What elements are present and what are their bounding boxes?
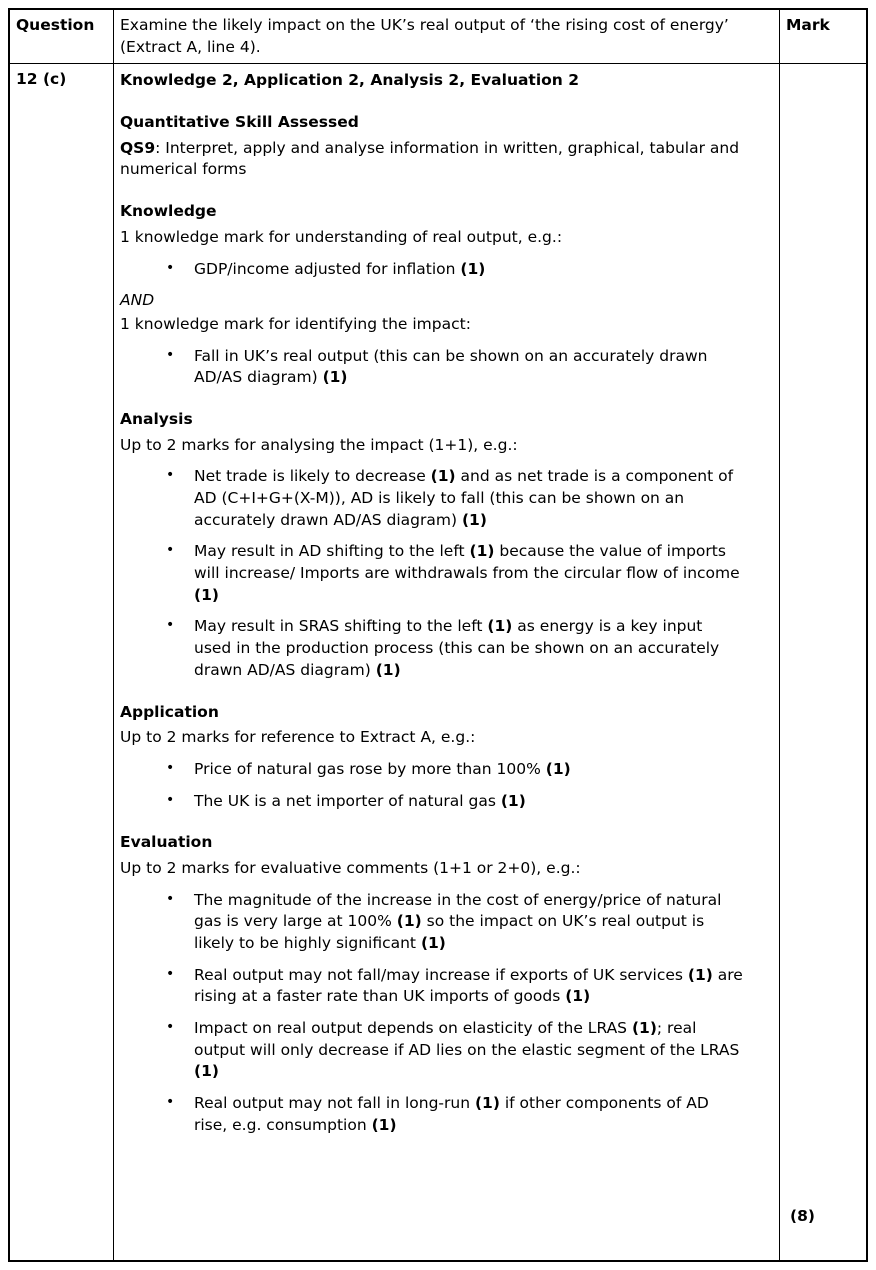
bullet-item — [120, 1018, 753, 1083]
section-heading: Evaluation — [120, 833, 213, 852]
question-number: 12 (c) — [10, 64, 114, 1260]
bullet-item — [120, 346, 753, 389]
bullet-text: May result in SRAS shifting to the left (1) as energy is a key input used in the production process (this can be shown on an accurately drawn AD/AS diagram) (1) — [194, 617, 720, 679]
mark-scheme-table — [8, 8, 868, 1262]
bullet-icon: • — [166, 259, 175, 276]
marks-summary: Knowledge 2, Application 2, Analysis 2, Evaluation 2 — [120, 71, 580, 90]
bullet-item — [120, 791, 753, 813]
bullet-text: Price of natural gas rose by more than 100% (1) — [194, 759, 571, 778]
bullet-text: GDP/income adjusted for inflation (1) — [194, 259, 486, 278]
bullet-icon: • — [166, 965, 175, 982]
bullet-text: The UK is a net importer of natural gas (1) — [194, 791, 526, 810]
bullet-icon: • — [166, 759, 175, 776]
section-heading: Knowledge — [120, 202, 217, 221]
section-heading: Application — [120, 702, 219, 721]
bullet-item — [120, 759, 753, 781]
paragraph: QS9: Interpret, apply and analyse information in written, graphical, tabular and numerical forms — [120, 138, 740, 179]
question-column-header: Question — [10, 10, 114, 64]
bullet-item — [120, 541, 753, 606]
bullet-text: Impact on real output depends on elasticity of the LRAS (1); real output will only decrease if AD lies on the elastic segment of the LRAS (1) — [194, 1019, 740, 1081]
paragraph: Up to 2 marks for analysing the impact (1+1), e.g.: — [120, 435, 518, 454]
bullet-text: Net trade is likely to decrease (1) and as net trade is a component of AD (C+I+G+(X-M)), AD is likely to fall (this can be shown on an accurately drawn AD/AS diagram) (1) — [194, 467, 734, 529]
paragraph: Up to 2 marks for reference to Extract A, e.g.: — [120, 728, 476, 747]
bullet-icon: • — [166, 617, 175, 634]
bullet-item — [120, 466, 753, 531]
bullet-item — [120, 965, 753, 1008]
bullet-item — [120, 1093, 753, 1136]
mark-column-header: Mark — [780, 10, 866, 64]
bullet-icon: • — [166, 467, 175, 484]
bullet-icon: • — [166, 890, 175, 907]
bullet-icon: • — [166, 1019, 175, 1036]
bullet-icon: • — [166, 1094, 175, 1111]
paragraph: 1 knowledge mark for identifying the impact: — [120, 314, 471, 333]
bullet-icon: • — [166, 542, 175, 559]
bullet-text: May result in AD shifting to the left (1) because the value of imports will increase/ Imports are withdrawals from the circular flow of income (1) — [194, 542, 740, 604]
bullet-item — [120, 616, 753, 681]
question-text: Examine the likely impact on the UK’s real output of ‘the rising cost of energy’ (Extract A, line 4). — [114, 10, 780, 64]
bullet-item — [120, 259, 753, 281]
bullet-text: The magnitude of the increase in the cost of energy/price of natural gas is very large at 100% (1) so the impact on UK’s real output is likely to be highly significant (1) — [194, 890, 722, 952]
paragraph: 1 knowledge mark for understanding of real output, e.g.: — [120, 227, 563, 246]
paragraph: Up to 2 marks for evaluative comments (1+1 or 2+0), e.g.: — [120, 858, 581, 877]
bullet-item — [120, 890, 753, 955]
paragraph: AND — [120, 291, 155, 310]
bullet-text: Fall in UK’s real output (this can be shown on an accurately drawn AD/AS diagram) (1) — [194, 346, 708, 387]
bullet-text: Real output may not fall/may increase if exports of UK services (1) are rising at a faster rate than UK imports of goods (1) — [194, 965, 743, 1006]
mark-cell — [780, 64, 866, 1260]
section-heading: Quantitative Skill Assessed — [120, 113, 359, 132]
bullet-text: Real output may not fall in long-run (1) if other components of AD rise, e.g. consumption (1) — [194, 1094, 709, 1134]
bullet-icon: • — [166, 791, 175, 808]
mark-value: (8) — [790, 1207, 815, 1226]
content-cell — [114, 64, 780, 1260]
bullet-icon: • — [166, 346, 175, 363]
section-heading: Analysis — [120, 409, 193, 428]
